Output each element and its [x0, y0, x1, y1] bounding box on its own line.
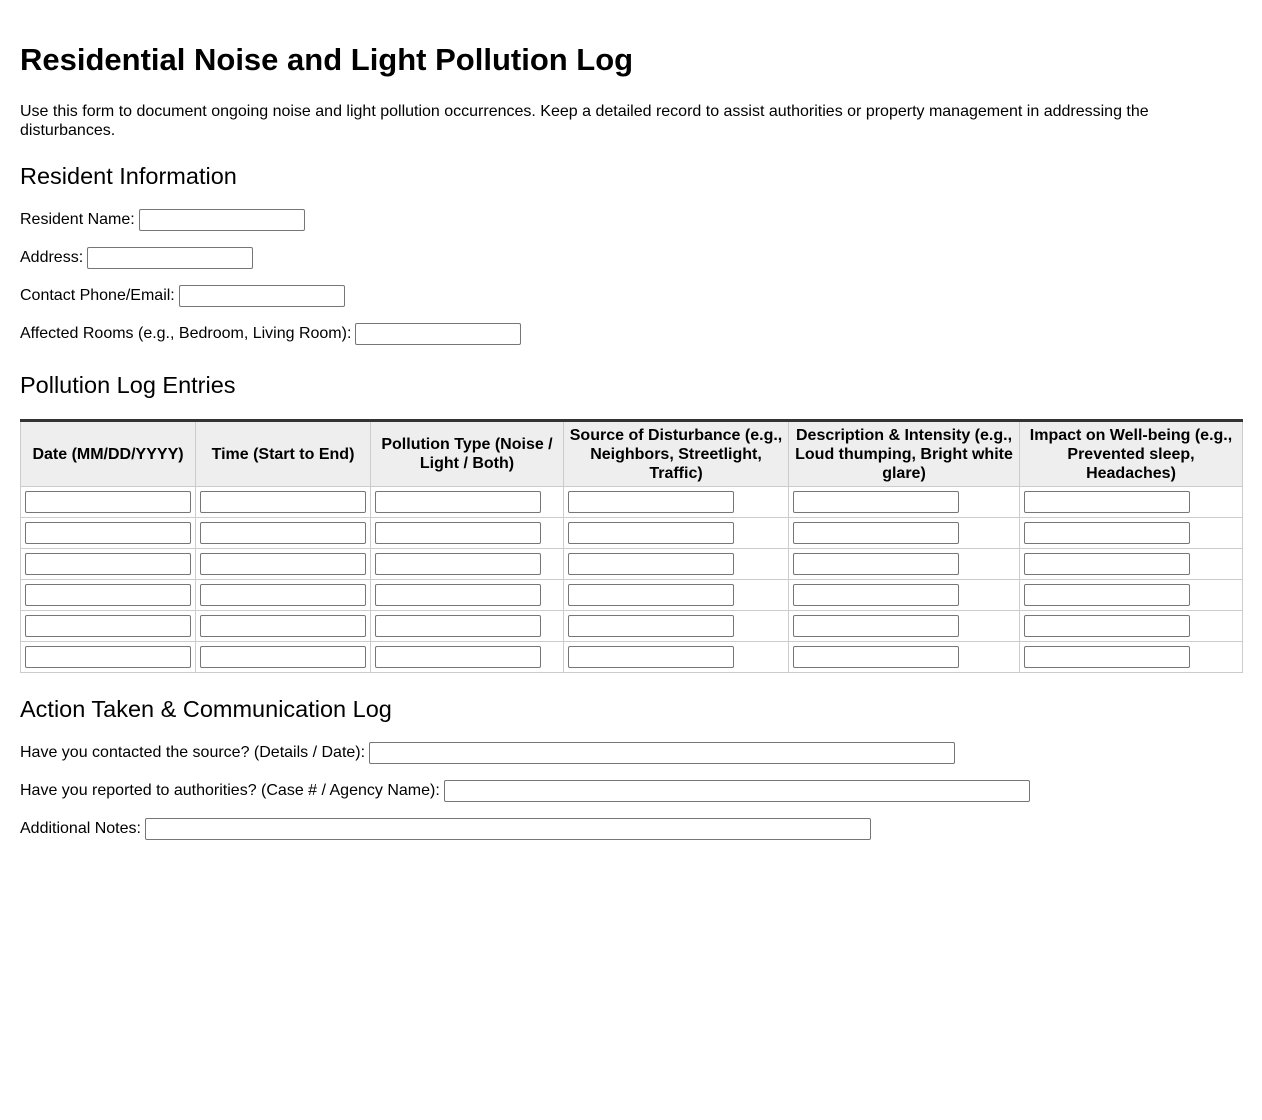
time-input[interactable] [200, 553, 366, 575]
reported-authorities-label: Have you reported to authorities? (Case # / Agency Name): [20, 782, 440, 799]
resident-name-input[interactable] [139, 209, 305, 231]
impact-input[interactable] [1024, 615, 1190, 637]
cell-impact [1020, 487, 1243, 518]
contacted-source-input[interactable] [369, 742, 955, 764]
cell-time [196, 580, 371, 611]
pollution-type-input[interactable] [375, 584, 541, 606]
pollution-type-input[interactable] [375, 615, 541, 637]
cell-date [21, 611, 196, 642]
reported-authorities-row [20, 780, 1242, 802]
cell-impact [1020, 518, 1243, 549]
source-input[interactable] [568, 491, 734, 513]
cell-date [21, 487, 196, 518]
cell-description [789, 487, 1020, 518]
pollution-type-input[interactable] [375, 646, 541, 668]
date-input[interactable] [25, 584, 191, 606]
pollution-log-table [20, 419, 1243, 673]
table-row [21, 487, 1243, 518]
description-input[interactable] [793, 646, 959, 668]
date-input[interactable] [25, 553, 191, 575]
cell-source [564, 611, 789, 642]
address-input[interactable] [87, 247, 253, 269]
resident-name-label: Resident Name: [20, 211, 135, 228]
source-input[interactable] [568, 615, 734, 637]
impact-input[interactable] [1024, 584, 1190, 606]
cell-impact [1020, 642, 1243, 673]
cell-date [21, 518, 196, 549]
source-input[interactable] [568, 522, 734, 544]
cell-date [21, 642, 196, 673]
cell-impact [1020, 580, 1243, 611]
impact-input[interactable] [1024, 491, 1190, 513]
column-header-time: Time (Start to End) [196, 421, 371, 487]
reported-authorities-input[interactable] [444, 780, 1030, 802]
impact-input[interactable] [1024, 522, 1190, 544]
cell-time [196, 642, 371, 673]
page-title: Residential Noise and Light Pollution Log [20, 42, 634, 77]
table-header-row [21, 421, 1243, 487]
table-row [21, 518, 1243, 549]
contact-label: Contact Phone/Email: [20, 287, 175, 304]
column-header-description: Description & Intensity (e.g., Loud thumping, Bright white glare) [789, 421, 1020, 487]
cell-date [21, 580, 196, 611]
pollution-type-input[interactable] [375, 553, 541, 575]
table-row [21, 642, 1243, 673]
affected-rooms-label: Affected Rooms (e.g., Bedroom, Living Room): [20, 325, 352, 342]
impact-input[interactable] [1024, 553, 1190, 575]
contacted-source-label: Have you contacted the source? (Details / Date): [20, 744, 366, 761]
cell-description [789, 642, 1020, 673]
additional-notes-input[interactable] [145, 818, 871, 840]
cell-source [564, 580, 789, 611]
source-input[interactable] [568, 584, 734, 606]
date-input[interactable] [25, 491, 191, 513]
affected-rooms-input[interactable] [355, 323, 521, 345]
additional-notes-row [20, 818, 1242, 840]
log-entries-heading: Pollution Log Entries [20, 372, 236, 398]
source-input[interactable] [568, 646, 734, 668]
pollution-type-input[interactable] [375, 491, 541, 513]
additional-notes-label: Additional Notes: [20, 820, 141, 837]
cell-description [789, 580, 1020, 611]
impact-input[interactable] [1024, 646, 1190, 668]
cell-description [789, 549, 1020, 580]
column-header-date: Date (MM/DD/YYYY) [21, 421, 196, 487]
affected-rooms-row [20, 323, 1242, 345]
time-input[interactable] [200, 491, 366, 513]
column-header-pollution-type: Pollution Type (Noise / Light / Both) [371, 421, 564, 487]
description-input[interactable] [793, 584, 959, 606]
address-row [20, 247, 1242, 269]
source-input[interactable] [568, 553, 734, 575]
cell-source [564, 487, 789, 518]
cell-source [564, 549, 789, 580]
cell-description [789, 518, 1020, 549]
address-label: Address: [20, 249, 84, 266]
time-input[interactable] [200, 584, 366, 606]
cell-pollution-type [371, 580, 564, 611]
resident-name-row [20, 209, 1242, 231]
description-input[interactable] [793, 553, 959, 575]
resident-info-heading: Resident Information [20, 163, 237, 189]
description-input[interactable] [793, 522, 959, 544]
contact-row [20, 285, 1242, 307]
cell-description [789, 611, 1020, 642]
cell-time [196, 487, 371, 518]
pollution-type-input[interactable] [375, 522, 541, 544]
time-input[interactable] [200, 615, 366, 637]
cell-time [196, 518, 371, 549]
cell-pollution-type [371, 611, 564, 642]
intro-text: Use this form to document ongoing noise and light pollution occurrences. Keep a detailed record to assist authorities or property management in addressing the disturbances. [20, 103, 1149, 139]
cell-pollution-type [371, 487, 564, 518]
column-header-impact: Impact on Well-being (e.g., Prevented sleep, Headaches) [1020, 421, 1243, 487]
cell-source [564, 642, 789, 673]
time-input[interactable] [200, 522, 366, 544]
cell-pollution-type [371, 549, 564, 580]
contacted-source-row [20, 742, 1242, 764]
cell-impact [1020, 611, 1243, 642]
date-input[interactable] [25, 522, 191, 544]
time-input[interactable] [200, 646, 366, 668]
action-log-heading: Action Taken & Communication Log [20, 696, 392, 722]
cell-pollution-type [371, 642, 564, 673]
table-row [21, 611, 1243, 642]
cell-date [21, 549, 196, 580]
description-input[interactable] [793, 615, 959, 637]
cell-time [196, 611, 371, 642]
table-row [21, 580, 1243, 611]
date-input[interactable] [25, 646, 191, 668]
column-header-source: Source of Disturbance (e.g., Neighbors, Streetlight, Traffic) [564, 421, 789, 487]
contact-input[interactable] [179, 285, 345, 307]
cell-time [196, 549, 371, 580]
date-input[interactable] [25, 615, 191, 637]
table-row [21, 549, 1243, 580]
description-input[interactable] [793, 491, 959, 513]
cell-source [564, 518, 789, 549]
cell-impact [1020, 549, 1243, 580]
cell-pollution-type [371, 518, 564, 549]
